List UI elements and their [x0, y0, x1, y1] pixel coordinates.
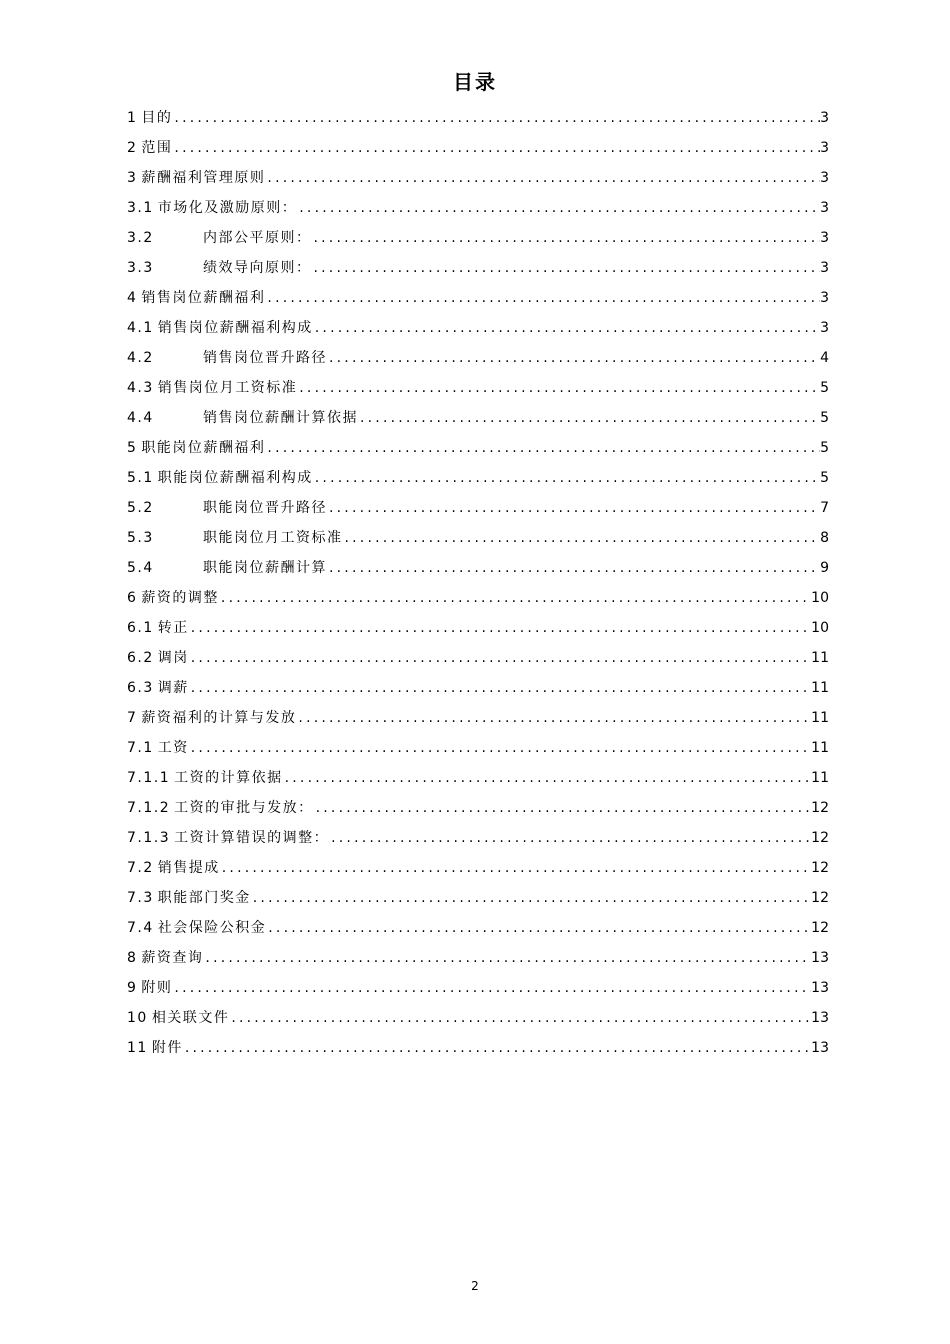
toc-dot-leader	[265, 433, 820, 463]
toc-entry-page: 3	[820, 170, 829, 186]
toc-entry-page: 4	[820, 350, 829, 366]
toc-entry-page: 13	[811, 950, 829, 966]
toc-entry[interactable]	[127, 793, 829, 823]
toc-dot-leader	[189, 673, 811, 703]
toc-entry-number: 3.3	[127, 260, 154, 276]
toc-entry-title: 范围	[141, 140, 173, 156]
toc-entry-page: 3	[820, 230, 829, 246]
toc-entry-title: 职能岗位薪酬福利	[141, 440, 266, 456]
toc-dot-leader	[327, 493, 820, 523]
toc-entry[interactable]	[127, 253, 829, 283]
toc-dot-leader	[312, 223, 821, 253]
toc-entry-number: 2	[127, 140, 138, 156]
toc-dot-leader	[329, 823, 811, 853]
toc-entry[interactable]	[127, 583, 829, 613]
toc-entry-page: 10	[811, 590, 829, 606]
toc-entry[interactable]	[127, 163, 829, 193]
toc-entry[interactable]	[127, 463, 829, 493]
toc-entry-title: 职能岗位薪酬福利构成	[157, 470, 313, 486]
toc-entry-number: 4.1	[127, 320, 154, 336]
toc-entry-number: 4	[127, 290, 138, 306]
toc-entry-page: 3	[820, 200, 829, 216]
toc-dot-leader	[219, 583, 811, 613]
toc-title: 目录	[453, 70, 497, 94]
toc-entry-title: 附则	[141, 980, 173, 996]
toc-entry-page: 12	[811, 860, 829, 876]
toc-entry-title: 销售岗位薪酬福利构成	[157, 320, 313, 336]
toc-entry[interactable]	[127, 943, 829, 973]
toc-entry-number: 10	[127, 1010, 148, 1026]
toc-entry[interactable]	[127, 493, 829, 523]
toc-entry-title: 薪酬福利管理原则	[141, 170, 266, 186]
toc-dot-leader	[189, 613, 811, 643]
toc-entry-page: 12	[811, 800, 829, 816]
toc-entry[interactable]	[127, 1033, 829, 1063]
toc-dot-leader	[327, 553, 820, 583]
toc-dot-leader	[327, 343, 820, 373]
page-number: 2	[471, 1279, 479, 1293]
toc-entry-number: 8	[127, 950, 138, 966]
toc-entry[interactable]	[127, 403, 829, 433]
toc-entry-title: 工资	[157, 740, 189, 756]
toc-entry-page: 7	[820, 500, 829, 516]
toc-entry-number: 7.1	[127, 740, 154, 756]
toc-dot-leader	[313, 463, 820, 493]
toc-entry-number: 11	[127, 1040, 148, 1056]
toc-dot-leader	[313, 313, 820, 343]
toc-entry-number: 3	[127, 170, 138, 186]
toc-entry[interactable]	[127, 373, 829, 403]
toc-entry-title: 职能部门奖金	[157, 890, 251, 906]
toc-entry[interactable]	[127, 283, 829, 313]
toc-entry[interactable]	[127, 133, 829, 163]
toc-entry-page: 11	[811, 650, 829, 666]
toc-entry[interactable]	[127, 853, 829, 883]
toc-entry[interactable]	[127, 223, 829, 253]
toc-entry-number: 4.4	[127, 410, 154, 426]
toc-entry-page: 3	[820, 140, 829, 156]
toc-entry[interactable]	[127, 913, 829, 943]
toc-entry-number: 7.1.3	[127, 830, 171, 846]
toc-dot-leader	[297, 373, 820, 403]
toc-entry-page: 3	[820, 290, 829, 306]
toc-entry[interactable]	[127, 883, 829, 913]
toc-entry-number: 6.1	[127, 620, 154, 636]
toc-dot-leader	[203, 943, 811, 973]
toc-entry-page: 5	[820, 410, 829, 426]
toc-entry-number: 4.2	[127, 350, 154, 366]
toc-entry[interactable]	[127, 643, 829, 673]
toc-entry-page: 3	[820, 260, 829, 276]
toc-entry-title: 工资的计算依据	[174, 770, 283, 786]
toc-entry-title: 绩效导向原则：	[203, 260, 312, 276]
toc-dot-leader	[358, 403, 820, 433]
toc-entry-number: 1	[127, 110, 138, 126]
toc-entry[interactable]	[127, 313, 829, 343]
toc-entry-number: 6.2	[127, 650, 154, 666]
toc-entry-title: 职能岗位晋升路径	[203, 500, 327, 516]
toc-entry-number: 3.1	[127, 200, 154, 216]
toc-entry-title: 薪资福利的计算与发放	[141, 710, 297, 726]
toc-entry-page: 11	[811, 770, 829, 786]
toc-entry-number: 3.2	[127, 230, 154, 246]
toc-dot-leader	[251, 883, 811, 913]
toc-entry-title: 目的	[141, 110, 173, 126]
toc-entry-page: 12	[811, 920, 829, 936]
toc-entry-title: 销售岗位薪酬计算依据	[203, 410, 358, 426]
toc-entry-number: 6.3	[127, 680, 154, 696]
toc-entry[interactable]	[127, 973, 829, 1003]
toc-entry-page: 11	[811, 680, 829, 696]
toc-entry[interactable]	[127, 523, 829, 553]
toc-dot-leader	[172, 103, 820, 133]
toc-entry[interactable]	[127, 763, 829, 793]
toc-entry[interactable]	[127, 733, 829, 763]
toc-entry-page: 8	[820, 530, 829, 546]
toc-entry-number: 6	[127, 590, 138, 606]
toc-entry[interactable]	[127, 193, 829, 223]
toc-entry[interactable]	[127, 1003, 829, 1033]
toc-entry-number: 5.1	[127, 470, 154, 486]
toc-entry[interactable]	[127, 343, 829, 373]
toc-entry-page: 5	[820, 470, 829, 486]
toc-entry-title: 调岗	[157, 650, 189, 666]
toc-dot-leader	[229, 1003, 811, 1033]
toc-entry-title: 调薪	[157, 680, 189, 696]
toc-dot-leader	[266, 913, 811, 943]
toc-entry[interactable]	[127, 613, 829, 643]
toc-entry[interactable]	[127, 673, 829, 703]
toc-entry-page: 9	[820, 560, 829, 576]
toc-entry-number: 7.4	[127, 920, 154, 936]
toc-entry-title: 工资的审批与发放：	[174, 800, 314, 816]
toc-entry-number: 9	[127, 980, 138, 996]
toc-entry-title: 职能岗位薪酬计算	[203, 560, 327, 576]
toc-entry-number: 5	[127, 440, 138, 456]
toc-dot-leader	[283, 763, 812, 793]
toc-entry[interactable]	[127, 433, 829, 463]
toc-entry-number: 7.2	[127, 860, 154, 876]
toc-entry[interactable]	[127, 703, 829, 733]
toc-entry-page: 10	[811, 620, 829, 636]
toc-entry-page: 13	[811, 1010, 829, 1026]
toc-entry-title: 销售岗位薪酬福利	[141, 290, 266, 306]
toc-entry-title: 附件	[151, 1040, 183, 1056]
toc-dot-leader	[220, 853, 811, 883]
toc-list	[127, 103, 829, 1063]
toc-entry-title: 销售岗位月工资标准	[157, 380, 298, 396]
toc-entry-page: 13	[811, 980, 829, 996]
toc-dot-leader	[314, 793, 812, 823]
toc-entry-title: 相关联文件	[151, 1010, 230, 1026]
toc-dot-leader	[189, 643, 811, 673]
toc-entry-number: 7.1.2	[127, 800, 171, 816]
toc-entry[interactable]	[127, 823, 829, 853]
toc-entry-page: 5	[820, 440, 829, 456]
toc-dot-leader	[343, 523, 821, 553]
toc-entry-number: 7	[127, 710, 138, 726]
toc-dot-leader	[296, 703, 811, 733]
toc-entry-number: 7.1.1	[127, 770, 171, 786]
toc-entry-title: 社会保险公积金	[157, 920, 267, 936]
toc-entry-page: 3	[820, 320, 829, 336]
toc-entry-number: 5.3	[127, 530, 154, 546]
toc-entry-title: 销售岗位晋升路径	[203, 350, 327, 366]
toc-dot-leader	[265, 283, 820, 313]
toc-entry-title: 职能岗位月工资标准	[203, 530, 343, 546]
toc-entry-number: 5.4	[127, 560, 154, 576]
toc-dot-leader	[172, 973, 811, 1003]
toc-entry-page: 11	[811, 710, 829, 726]
toc-entry-title: 薪资的调整	[141, 590, 219, 606]
toc-entry-page: 12	[811, 890, 829, 906]
toc-entry-page: 13	[811, 1040, 829, 1056]
toc-entry-number: 4.3	[127, 380, 154, 396]
toc-dot-leader	[172, 133, 820, 163]
toc-entry-title: 内部公平原则：	[203, 230, 312, 246]
toc-dot-leader	[183, 1033, 811, 1063]
toc-entry[interactable]	[127, 103, 829, 133]
toc-entry-number: 7.3	[127, 890, 154, 906]
toc-entry-title: 转正	[157, 620, 189, 636]
toc-dot-leader	[312, 253, 821, 283]
toc-entry-title: 工资计算错误的调整：	[174, 830, 330, 846]
toc-entry-title: 销售提成	[157, 860, 220, 876]
toc-entry-title: 市场化及激励原则：	[157, 200, 298, 216]
toc-entry-page: 12	[811, 830, 829, 846]
toc-entry-page: 11	[811, 740, 829, 756]
toc-entry[interactable]	[127, 553, 829, 583]
toc-dot-leader	[189, 733, 811, 763]
toc-dot-leader	[265, 163, 820, 193]
toc-entry-page: 3	[820, 110, 829, 126]
toc-entry-title: 薪资查询	[141, 950, 204, 966]
toc-entry-page: 5	[820, 380, 829, 396]
toc-entry-number: 5.2	[127, 500, 154, 516]
toc-dot-leader	[297, 193, 820, 223]
